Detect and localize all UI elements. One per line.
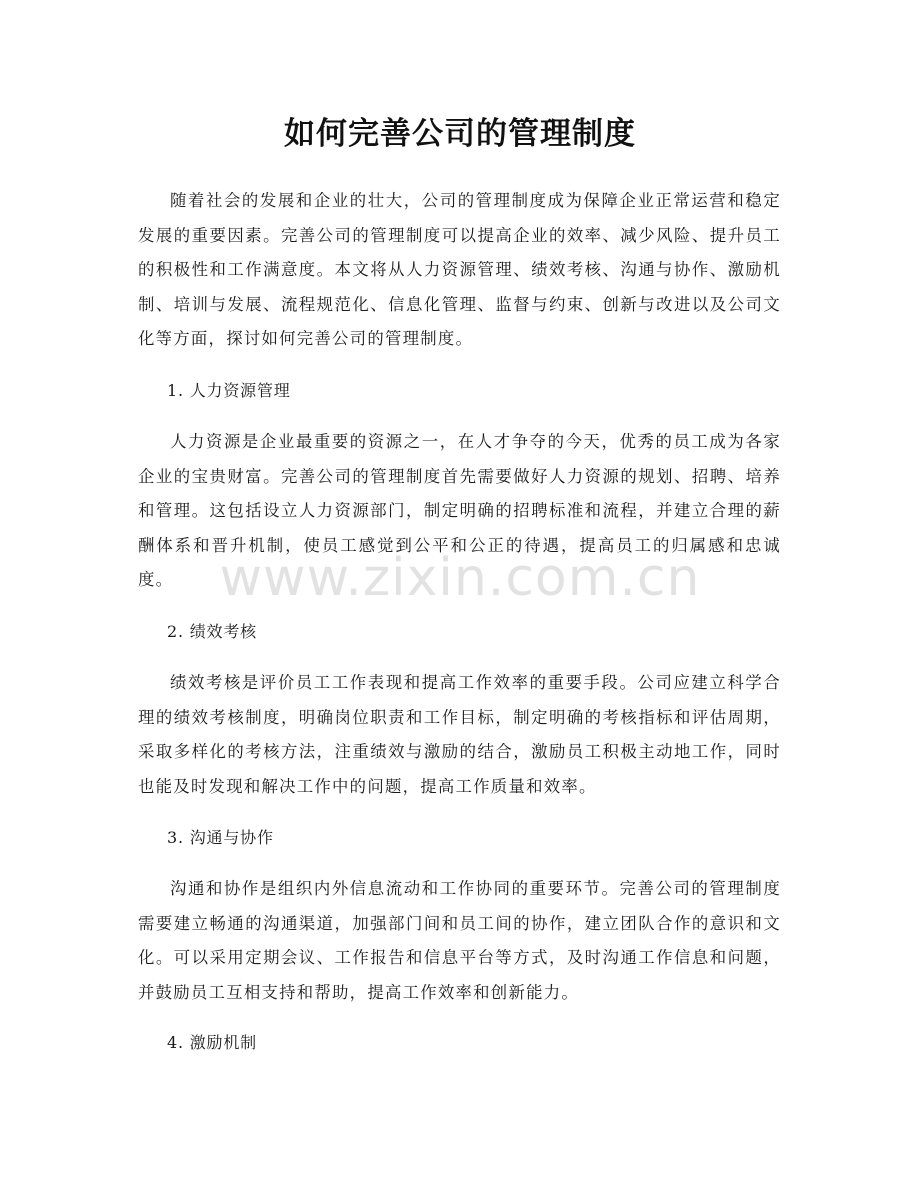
section-heading-3: 3. 沟通与协作 xyxy=(167,828,274,847)
page-title: 如何完善公司的管理制度 xyxy=(284,116,636,152)
section-body-1: 人力资源是企业最重要的资源之一，在人才争夺的今天，优秀的员工成为各家企业的宝贵财富。完善公司的管理制度首先需要做好人力资源的规划、招聘、培养和管理。这包括设立人力资源部门，制定明确的招聘标准和流程，并建立合理的薪酬体系和晋升机制，使员工感觉到公平和公正的待遇，提高员工的归属感和忠诚度。 xyxy=(138,432,781,589)
intro-paragraph: 随着社会的发展和企业的壮大，公司的管理制度成为保障企业正常运营和稳定发展的重要因素。完善公司的管理制度可以提高企业的效率、减少风险、提升员工的积极性和工作满意度。本文将从人力资源管理、绩效考核、沟通与协作、激励机制、培训与发展、流程规范化、信息化管理、监督与约束、创新与改进以及公司文化等方面，探讨如何完善公司的管理制度。 xyxy=(138,191,781,348)
section-body-2: 绩效考核是评价员工工作表现和提高工作效率的重要手段。公司应建立科学合理的绩效考核制度，明确岗位职责和工作目标，制定明确的考核指标和评估周期，采取多样化的考核方法，注重绩效与激励的结合，激励员工积极主动地工作，同时也能及时发现和解决工作中的问题，提高工作质量和效率。 xyxy=(138,673,781,796)
section-body-3: 沟通和协作是组织内外信息流动和工作协同的重要环节。完善公司的管理制度需要建立畅通的沟通渠道，加强部门间和员工间的协作，建立团队合作的意识和文化。可以采用定期会议、工作报告和信息平台等方式，及时沟通工作信息和问题，并鼓励员工互相支持和帮助，提高工作效率和创新能力。 xyxy=(138,879,781,1002)
section-heading-1: 1. 人力资源管理 xyxy=(167,381,291,400)
section-heading-4: 4. 激励机制 xyxy=(167,1033,257,1052)
section-heading-2: 2. 绩效考核 xyxy=(167,622,257,641)
watermark: www.zixin.com.cn xyxy=(219,548,701,608)
